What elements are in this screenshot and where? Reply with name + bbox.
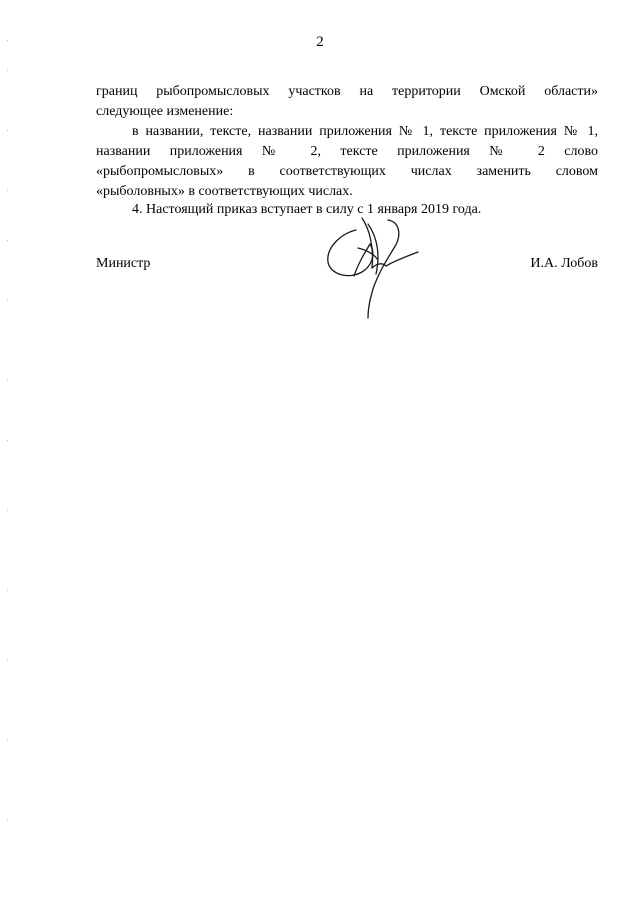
text-line: в названии, тексте, названии приложения № 1, тексте приложения № 1, <box>132 124 598 139</box>
handwritten-signature-icon <box>318 214 428 322</box>
text-line: границ рыбопромысловых участков на территории Омской области» <box>96 84 598 99</box>
text-line: «рыболовных» в соответствующих числах. <box>96 184 353 199</box>
text-line: 4. Настоящий приказ вступает в силу с 1 января 2019 года. <box>132 202 482 217</box>
paragraph-continuation <box>96 82 598 122</box>
text-line: «рыбопромысловых» в соответствующих числах заменить словом <box>96 164 598 179</box>
paragraph-amendment <box>96 122 598 202</box>
signatory-name: И.А. Лобов <box>530 256 598 271</box>
text-line: названии приложения № 2, тексте приложения № 2 слово <box>96 144 598 159</box>
page-number: 2 <box>316 34 324 50</box>
text-line: следующее изменение: <box>96 104 234 119</box>
signatory-position: Министр <box>96 256 151 271</box>
margin-dots <box>7 40 9 890</box>
